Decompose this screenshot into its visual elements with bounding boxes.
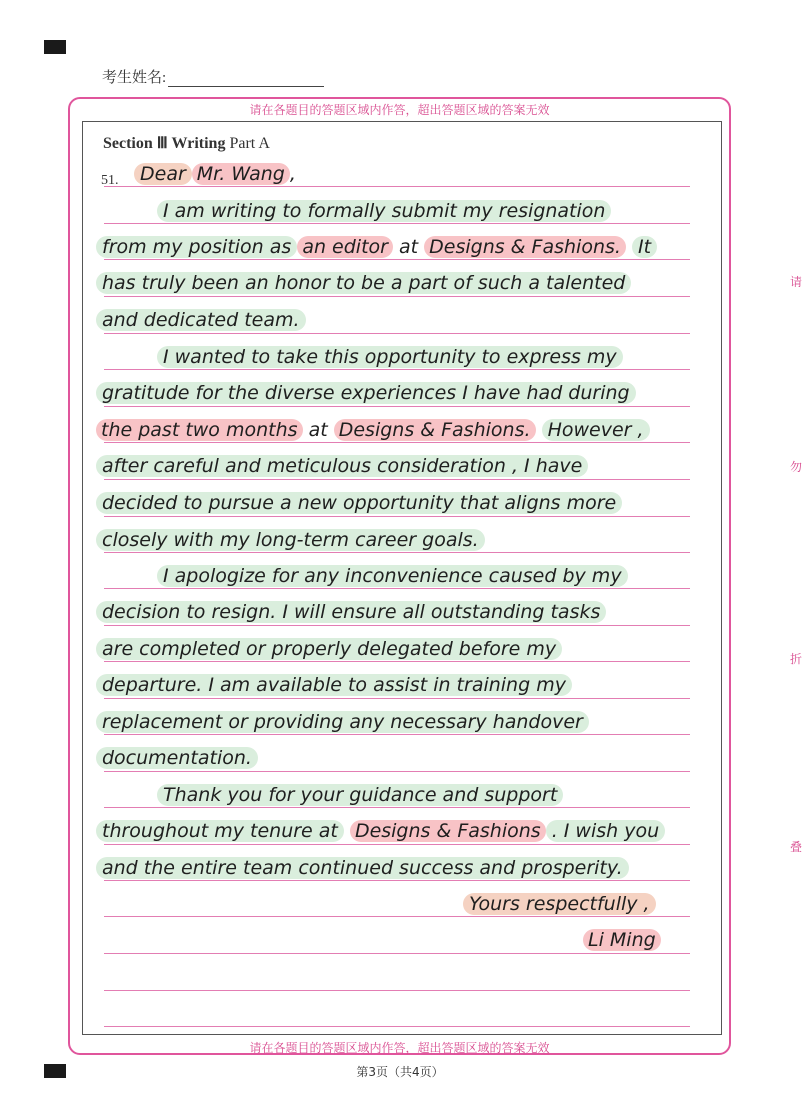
letter-line <box>96 597 606 627</box>
signature-text: Li Ming <box>583 929 661 951</box>
text-span: and the entire team continued success and prosperity. <box>96 857 629 879</box>
text-span: However , <box>542 419 650 441</box>
section-title-main: Section Ⅲ Writing <box>103 135 226 152</box>
page-footer: 第3页（共4页） <box>356 1065 444 1079</box>
letter-closing <box>463 889 656 919</box>
greeting-name: Mr. Wang <box>192 163 290 185</box>
text-span: decided to pursue a new opportunity that aligns more <box>96 492 622 514</box>
text-span: at <box>399 236 419 258</box>
text-span: gratitude for the diverse experiences I have had during <box>96 382 636 404</box>
text-span: It <box>632 236 657 258</box>
letter-line <box>96 378 636 408</box>
text-span: Thank you for your guidance and support <box>157 784 563 806</box>
text-span: closely with my long-term career goals. <box>96 529 485 551</box>
text-span: documentation. <box>96 747 258 769</box>
text-span: I wanted to take this opportunity to express my <box>157 346 623 368</box>
ruled-line <box>104 1026 690 1027</box>
letter-line <box>157 196 611 226</box>
examinee-name-label: 考生姓名: <box>102 70 167 86</box>
notice-top: 请在各题目的答题区域内作答，超出答题区域的答案无效 <box>249 103 550 117</box>
greeting-comma: , <box>289 163 296 185</box>
letter-line <box>96 670 572 700</box>
text-span: I apologize for any inconvenience caused by my <box>157 565 628 587</box>
text-span: . I wish you <box>546 820 665 842</box>
letter-line <box>96 451 588 481</box>
text-span: are completed or properly delegated before my <box>96 638 562 660</box>
letter-line <box>96 853 629 883</box>
examinee-name-field <box>102 66 324 87</box>
text-span: and dedicated team. <box>96 309 306 331</box>
side-char: 勿 <box>790 460 802 474</box>
letter-line <box>96 268 631 298</box>
letter-line <box>157 780 563 810</box>
highlight-company: Designs & Fashions. <box>424 236 626 258</box>
letter-line <box>96 305 306 335</box>
text-span: after careful and meticulous consideration , I have <box>96 455 588 477</box>
ruled-line <box>104 990 690 991</box>
highlight-duration: the past two months <box>96 419 303 441</box>
letter-line <box>96 634 562 664</box>
highlight-role: an editor <box>297 236 393 258</box>
highlight-company: Designs & Fashions. <box>334 419 536 441</box>
text-span: I am writing to formally submit my resignation <box>157 200 611 222</box>
text-span: has truly been an honor to be a part of such a talented <box>96 272 631 294</box>
letter-signature <box>583 925 661 955</box>
text-span: throughout my tenure at <box>96 820 344 842</box>
greeting-word: Dear <box>134 163 192 185</box>
question-number: 51. <box>101 173 119 188</box>
text-span: decision to resign. I will ensure all outstanding tasks <box>96 601 606 623</box>
letter-line <box>96 743 258 773</box>
examinee-name-blank[interactable] <box>168 72 324 87</box>
section-part: Part A <box>229 135 270 152</box>
letter-line <box>96 816 665 846</box>
closing-text: Yours respectfully , <box>463 893 656 915</box>
text-span: at <box>308 419 328 441</box>
letter-line <box>157 342 623 372</box>
section-title <box>103 133 270 153</box>
notice-bottom: 请在各题目的答题区域内作答，超出答题区域的答案无效 <box>249 1041 550 1055</box>
alignment-mark-top <box>44 40 66 54</box>
letter-line <box>96 488 622 518</box>
side-char: 叠 <box>790 840 802 854</box>
side-char: 请 <box>790 275 802 289</box>
text-span: replacement or providing any necessary handover <box>96 711 589 733</box>
text-span: from my position as <box>96 236 297 258</box>
letter-line <box>96 232 657 262</box>
letter-line <box>96 525 485 555</box>
letter-line <box>157 561 628 591</box>
letter-greeting <box>134 159 296 189</box>
letter-line <box>96 415 650 445</box>
side-char: 折 <box>790 652 802 666</box>
letter-line <box>96 707 589 737</box>
text-span: departure. I am available to assist in training my <box>96 674 572 696</box>
highlight-company: Designs & Fashions <box>350 820 546 842</box>
